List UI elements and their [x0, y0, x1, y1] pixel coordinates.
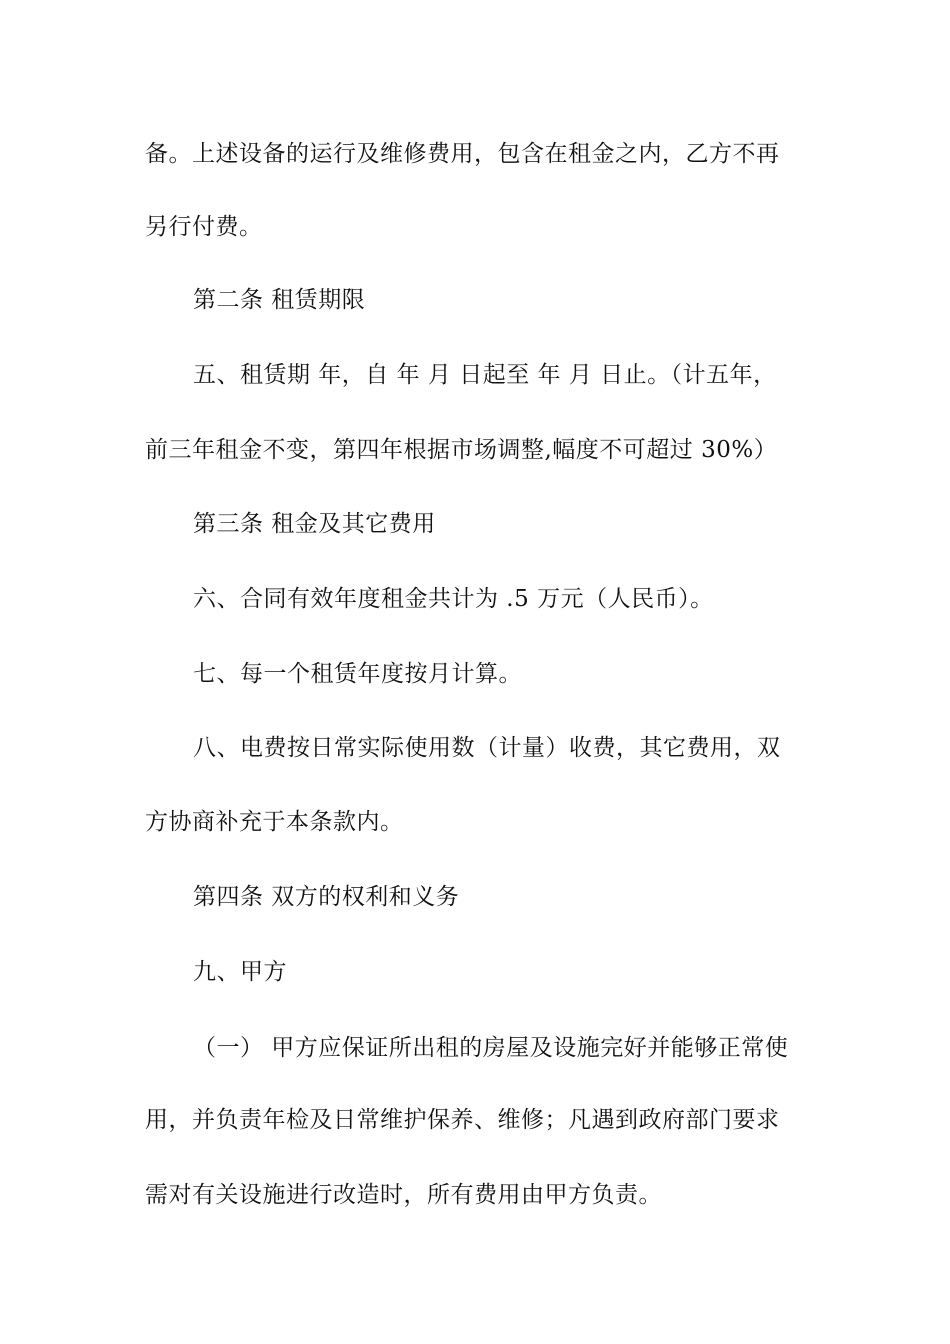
clause-text-line: 六、合同有效年度租金共计为 .5 万元（人民币）。: [193, 586, 714, 612]
clause-text-line: 九、甲方: [193, 959, 287, 985]
body-text-line: 前三年租金不变，第四年根据市场调整,幅度不可超过 30%）: [145, 437, 778, 463]
clause-text-line: 五、租赁期 年，自 年 月 日起至 年 月 日止。（计五年，: [193, 362, 777, 388]
body-text-line: 另行付费。: [145, 214, 263, 240]
body-text-line: 方协商补充于本条款内。: [145, 809, 404, 835]
body-text-line: 需对有关设施进行改造时，所有费用由甲方负责。: [145, 1182, 662, 1208]
clause-text-line: 七、每一个租赁年度按月计算。: [193, 661, 522, 687]
article-heading: 第二条 租赁期限: [193, 287, 366, 313]
body-text-line: 用，并负责年检及日常维护保养、维修；凡遇到政府部门要求: [145, 1107, 780, 1133]
body-text-line: 备。上述设备的运行及维修费用，包含在租金之内，乙方不再: [145, 141, 780, 167]
subclause-text-line: （一） 甲方应保证所出租的房屋及设施完好并能够正常使: [193, 1035, 789, 1061]
article-heading: 第四条 双方的权利和义务: [193, 884, 460, 910]
article-heading: 第三条 租金及其它费用: [193, 511, 436, 537]
clause-text-line: 八、电费按日常实际使用数（计量）收费，其它费用，双: [193, 735, 781, 761]
